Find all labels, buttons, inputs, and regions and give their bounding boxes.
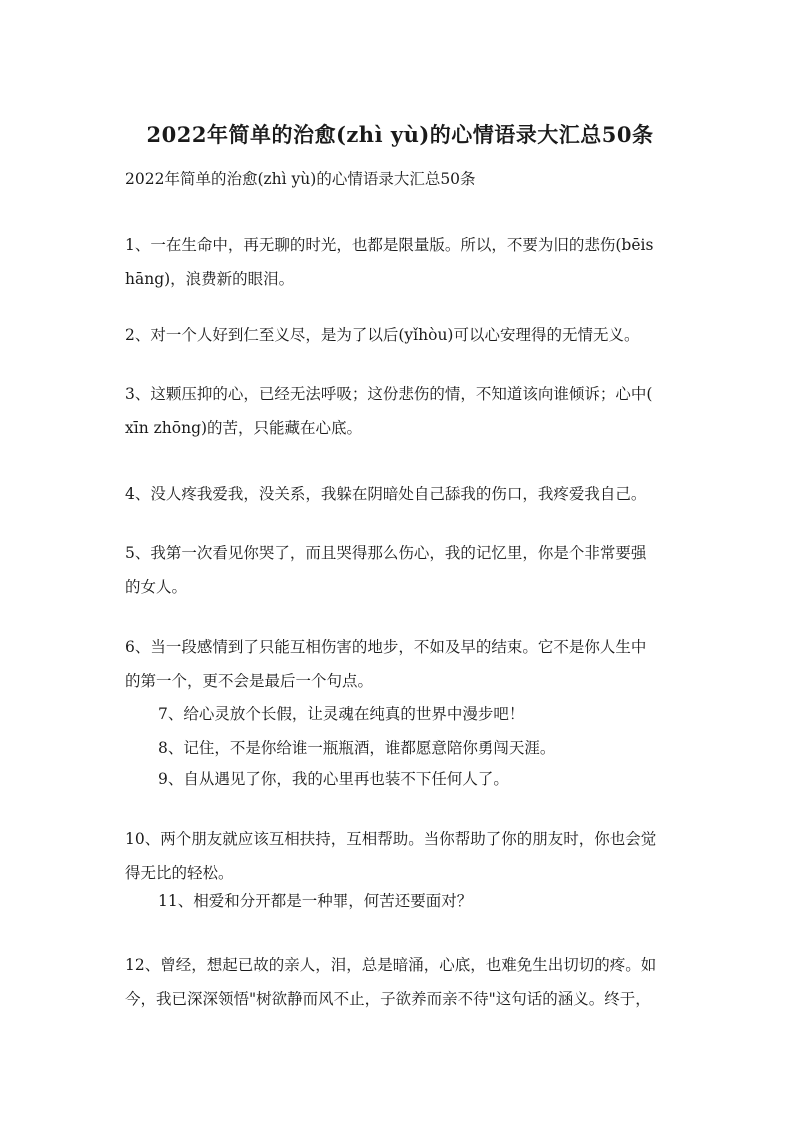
entry-line: 4、没人疼我爱我，没关系，我躲在阴暗处自己舔我的伤口，我疼爱我自己。 — [125, 485, 647, 503]
entry-5 — [125, 536, 680, 604]
entry-line: 10、两个朋友就应该互相扶持，互相帮助。当你帮助了你的朋友时，你也会觉 — [125, 830, 657, 848]
entry-2 — [125, 318, 680, 352]
entry-line: xīn zhōng)的苦，只能藏在心底。 — [125, 419, 363, 437]
entry-1 — [125, 228, 680, 296]
entry-9 — [158, 762, 713, 796]
entry-12 — [125, 948, 680, 1016]
entry-line: 1、一在生命中，再无聊的时光，也都是限量版。所以，不要为旧的悲伤(bēis — [125, 236, 654, 254]
entry-3 — [125, 377, 680, 445]
entry-6 — [125, 630, 680, 698]
entry-line: 今，我已深深领悟"树欲静而风不止，子欲养而亲不待"这句话的涵义。终于， — [125, 990, 651, 1008]
entry-8 — [158, 731, 713, 765]
entry-line: 3、这颗压抑的心，已经无法呼吸；这份悲伤的情，不知道该向谁倾诉；心中( — [125, 385, 653, 403]
entry-line: 6、当一段感情到了只能互相伤害的地步，不如及早的结束。它不是你人生中 — [125, 638, 647, 656]
entry-line: 12、曾经，想起已故的亲人，泪，总是暗涌，心底，也难免生出切切的疼。如 — [125, 956, 657, 974]
entry-line: 2、对一个人好到仁至义尽，是为了以后(yǐhòu)可以心安理得的无情无义。 — [125, 326, 640, 344]
entry-line: 8、记住，不是你给谁一瓶瓶酒，谁都愿意陪你勇闯天涯。 — [158, 739, 556, 757]
subtitle-line: 2022年简单的治愈(zhì yù)的心情语录大汇总50条 — [125, 170, 476, 188]
entry-line: 9、自从遇见了你，我的心里再也装不下任何人了。 — [158, 770, 509, 788]
entry-line: 得无比的轻松。 — [125, 864, 234, 882]
entry-10 — [125, 822, 680, 890]
entry-line: 7、给心灵放个长假，让灵魂在纯真的世界中漫步吧！ — [158, 705, 525, 723]
entry-line: 的第一个，更不会是最后一个句点。 — [125, 672, 374, 690]
entry-7 — [158, 697, 713, 731]
entry-line: 11、相爱和分开都是一种罪，何苦还要面对？ — [158, 892, 473, 910]
document-title: 2022年简单的治愈(zhì yù)的心情语录大汇总50条 — [146, 122, 654, 147]
entry-line: 5、我第一次看见你哭了，而且哭得那么伤心，我的记忆里，你是个非常要强 — [125, 544, 647, 562]
entry-line: 的女人。 — [125, 578, 188, 596]
entry-line: hāng)，浪费新的眼泪。 — [125, 270, 295, 288]
document-subtitle — [125, 162, 680, 196]
entry-4 — [125, 477, 680, 511]
entry-11 — [158, 884, 713, 918]
